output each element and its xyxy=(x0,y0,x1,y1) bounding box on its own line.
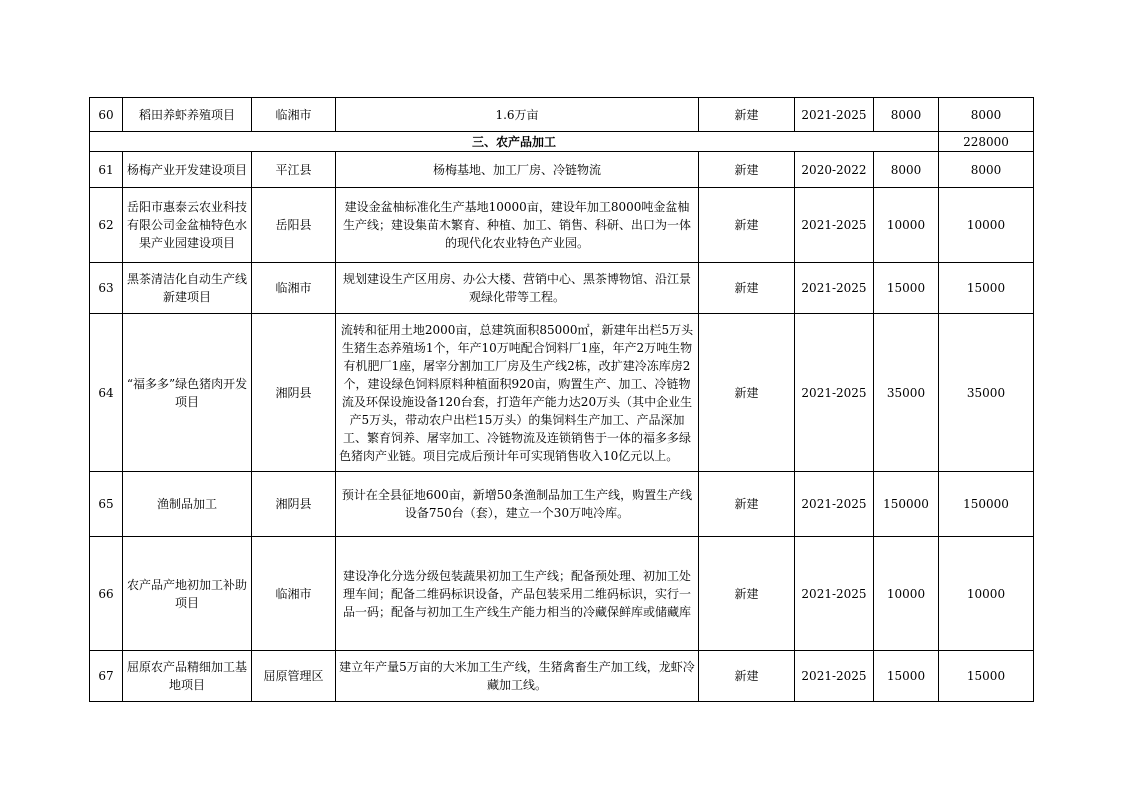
project-content: 预计在全县征地600亩，新增50条渔制品加工生产线，购置生产线设备750台（套），建立一个30万吨冷库。 xyxy=(336,472,699,537)
table-row xyxy=(90,472,1034,537)
project-type: 新建 xyxy=(699,472,795,537)
project-total-investment: 8000 xyxy=(874,152,939,188)
project-total-investment: 10000 xyxy=(874,537,939,651)
table-row xyxy=(90,188,1034,263)
project-content: 建立年产量5万亩的大米加工生产线，生猪禽畜生产加工线，龙虾冷藏加工线。 xyxy=(336,651,699,702)
table-row xyxy=(90,651,1034,702)
row-number: 62 xyxy=(90,188,123,263)
project-planned-investment: 8000 xyxy=(939,152,1034,188)
project-type: 新建 xyxy=(699,263,795,314)
row-number: 66 xyxy=(90,537,123,651)
project-total-investment: 150000 xyxy=(874,472,939,537)
project-total-investment: 10000 xyxy=(874,188,939,263)
project-location: 湘阴县 xyxy=(252,314,336,472)
project-name: 杨梅产业开发建设项目 xyxy=(123,152,252,188)
project-table xyxy=(89,97,1034,702)
project-name: 稻田养虾养殖项目 xyxy=(123,98,252,132)
project-name: “福多多”绿色猪肉开发项目 xyxy=(123,314,252,472)
project-type: 新建 xyxy=(699,537,795,651)
table-row xyxy=(90,537,1034,651)
project-location: 岳阳县 xyxy=(252,188,336,263)
project-content: 杨梅基地、加工厂房、冷链物流 xyxy=(336,152,699,188)
project-planned-investment: 35000 xyxy=(939,314,1034,472)
project-planned-investment: 10000 xyxy=(939,537,1034,651)
table-row xyxy=(90,98,1034,132)
project-planned-investment: 150000 xyxy=(939,472,1034,537)
project-content: 建设净化分选分级包装蔬果初加工生产线；配备预处理、初加工处理车间；配备二维码标识设备，产品包装采用二维码标识，实行一品一码；配备与初加工生产线生产能力相当的冷藏保鲜库或储藏库 xyxy=(336,537,699,651)
project-total-investment: 8000 xyxy=(874,98,939,132)
row-number: 61 xyxy=(90,152,123,188)
row-number: 64 xyxy=(90,314,123,472)
project-type: 新建 xyxy=(699,188,795,263)
section-total: 228000 xyxy=(939,132,1034,152)
project-location: 临湘市 xyxy=(252,263,336,314)
project-location: 平江县 xyxy=(252,152,336,188)
project-total-investment: 35000 xyxy=(874,314,939,472)
table-row xyxy=(90,152,1034,188)
project-location: 湘阴县 xyxy=(252,472,336,537)
project-content: 建设金盆柚标准化生产基地10000亩，建设年加工8000吨金盆柚生产线；建设集苗木繁育、种植、加工、销售、科研、出口为一体的现代化农业特色产业园。 xyxy=(336,188,699,263)
row-number: 63 xyxy=(90,263,123,314)
row-number: 65 xyxy=(90,472,123,537)
project-name: 农产品产地初加工补助项目 xyxy=(123,537,252,651)
project-name: 黑茶清洁化自动生产线新建项目 xyxy=(123,263,252,314)
project-type: 新建 xyxy=(699,314,795,472)
project-type: 新建 xyxy=(699,152,795,188)
project-name: 屈原农产品精细加工基地项目 xyxy=(123,651,252,702)
project-period: 2021-2025 xyxy=(795,188,874,263)
table-row xyxy=(90,314,1034,472)
project-name: 渔制品加工 xyxy=(123,472,252,537)
project-name: 岳阳市惠泰云农业科技有限公司金盆柚特色水果产业园建设项目 xyxy=(123,188,252,263)
project-location: 临湘市 xyxy=(252,537,336,651)
row-number: 67 xyxy=(90,651,123,702)
project-period: 2021-2025 xyxy=(795,98,874,132)
project-location: 临湘市 xyxy=(252,98,336,132)
project-period: 2021-2025 xyxy=(795,537,874,651)
project-type: 新建 xyxy=(699,98,795,132)
section-title: 三、农产品加工 xyxy=(90,132,939,152)
project-planned-investment: 15000 xyxy=(939,651,1034,702)
project-period: 2021-2025 xyxy=(795,314,874,472)
project-content: 1.6万亩 xyxy=(336,98,699,132)
project-location: 屈原管理区 xyxy=(252,651,336,702)
project-planned-investment: 10000 xyxy=(939,188,1034,263)
project-planned-investment: 8000 xyxy=(939,98,1034,132)
project-period: 2021-2025 xyxy=(795,472,874,537)
section-header-row xyxy=(90,132,1034,152)
project-planned-investment: 15000 xyxy=(939,263,1034,314)
project-period: 2020-2022 xyxy=(795,152,874,188)
project-period: 2021-2025 xyxy=(795,651,874,702)
table-row xyxy=(90,263,1034,314)
project-content: 流转和征用土地2000亩，总建筑面积85000㎡，新建年出栏5万头生猪生态养殖场1个，年产10万吨配合饲料厂1座，年产2万吨生物有机肥厂1座，屠宰分割加工厂房及生产线2栋，改扩建冷冻库房2个，建设绿色饲料原料种植面积920亩，购置生产、加工、冷链物流及环保设施设备120台套，打造年产能力达20万头（其中企业生产5万头，带动农户出栏15万头）的集饲料生产加工、产品深加工、繁育饲养、屠宰加工、冷链物流及连锁销售于一体的福多多绿色猪肉产业链。项目完成后预计年可实现销售收入10亿元以上。 xyxy=(336,314,699,472)
row-number: 60 xyxy=(90,98,123,132)
project-total-investment: 15000 xyxy=(874,263,939,314)
project-total-investment: 15000 xyxy=(874,651,939,702)
project-content: 规划建设生产区用房、办公大楼、营销中心、黑茶博物馆、沿江景观绿化带等工程。 xyxy=(336,263,699,314)
project-type: 新建 xyxy=(699,651,795,702)
project-period: 2021-2025 xyxy=(795,263,874,314)
